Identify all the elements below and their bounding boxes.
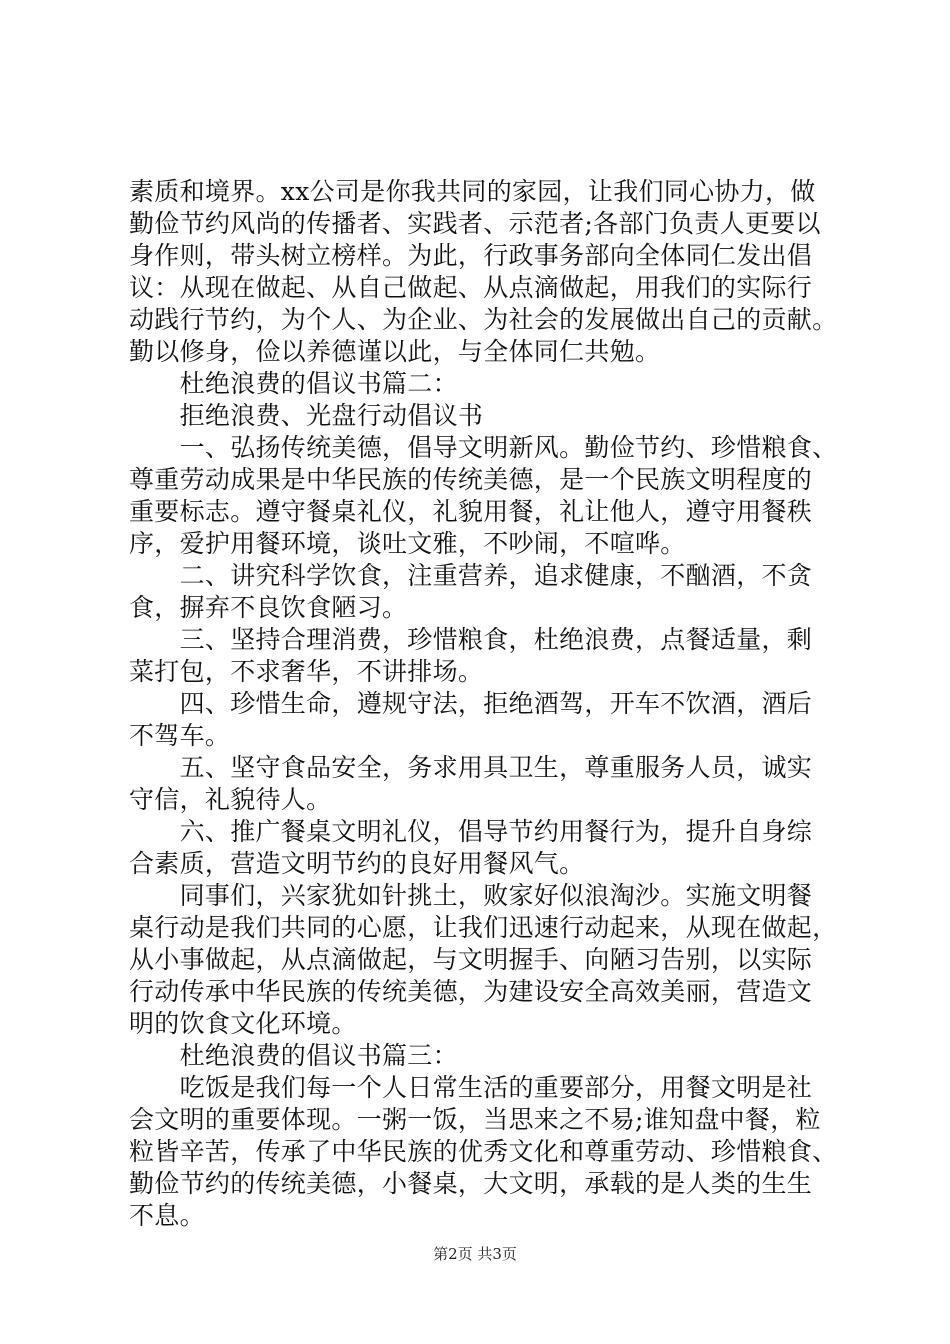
text-line: 吃饭是我们每一个人日常生活的重要部分，用餐文明是社: [129, 1073, 813, 1102]
text-line: 素质和境界。xx公司是你我共同的家园，让我们同心协力，做: [129, 177, 816, 206]
text-line: 桌行动是我们共同的心愿，让我们迅速行动起来，从现在做起，: [129, 913, 838, 942]
text-line: 四、珍惜生命，遵规守法，拒绝酒驾，开车不饮酒，酒后: [129, 689, 813, 718]
text-line: 勤俭节约的传统美德，小餐桌，大文明，承载的是人类的生生: [129, 1169, 813, 1198]
page-footer: 第2页 共3页: [433, 1245, 517, 1263]
text-line: 杜绝浪费的倡议书篇三：: [129, 1041, 458, 1070]
text-line: 议：从现在做起、从自己做起、从点滴做起，用我们的实际行: [129, 273, 813, 302]
text-line: 序，爱护用餐环境，谈吐文雅，不吵闹，不喧哗。: [129, 529, 686, 558]
text-line: 六、推广餐桌文明礼仪，倡导节约用餐行为，提升自身综: [129, 817, 813, 846]
text-line: 同事们，兴家犹如针挑土，败家好似浪淘沙。实施文明餐: [129, 881, 813, 910]
text-line: 明的饮食文化环境。: [129, 1009, 357, 1038]
text-line: 三、坚持合理消费，珍惜粮食，杜绝浪费，点餐适量，剩: [129, 625, 813, 654]
text-line: 守信，礼貌待人。: [129, 785, 332, 814]
text-line: 动践行节约，为个人、为企业、为社会的发展做出自己的贡献。: [129, 305, 838, 334]
text-line: 食，摒弃不良饮食陋习。: [129, 593, 408, 622]
text-line: 菜打包，不求奢华，不讲排场。: [129, 657, 484, 686]
text-line: 尊重劳动成果是中华民族的传统美德，是一个民族文明程度的: [129, 465, 813, 494]
document-body: [129, 176, 838, 1232]
text-line: 从小事做起，从点滴做起，与文明握手、向陋习告别，以实际: [129, 945, 813, 974]
text-line: 一、弘扬传统美德，倡导文明新风。勤俭节约、珍惜粮食、: [129, 433, 838, 462]
text-line: 粒皆辛苦，传承了中华民族的优秀文化和尊重劳动、珍惜粮食、: [129, 1137, 838, 1166]
text-line: 杜绝浪费的倡议书篇二：: [129, 369, 458, 398]
text-line: 身作则，带头树立榜样。为此，行政事务部向全体同仁发出倡: [129, 241, 813, 270]
text-line: 拒绝浪费、光盘行动倡议书: [129, 401, 484, 430]
text-line: 不驾车。: [129, 721, 231, 750]
text-line: 重要标志。遵守餐桌礼仪，礼貌用餐，礼让他人，遵守用餐秩: [129, 497, 813, 526]
text-line: 合素质，营造文明节约的良好用餐风气。: [129, 849, 585, 878]
text-line: 勤俭节约风尚的传播者、实践者、示范者;各部门负责人更要以: [129, 209, 821, 238]
text-line: 勤以修身，俭以养德谨以此，与全体同仁共勉。: [129, 337, 661, 366]
text-line: 二、讲究科学饮食，注重营养，追求健康，不酗酒，不贪: [129, 561, 813, 590]
text-line: 不息。: [129, 1201, 205, 1230]
text-line: 五、坚守食品安全，务求用具卫生，尊重服务人员，诚实: [129, 753, 813, 782]
text-line: 行动传承中华民族的传统美德，为建设安全高效美丽，营造文: [129, 977, 813, 1006]
text-line: 会文明的重要体现。一粥一饭，当思来之不易;谁知盘中餐，粒: [129, 1105, 821, 1134]
